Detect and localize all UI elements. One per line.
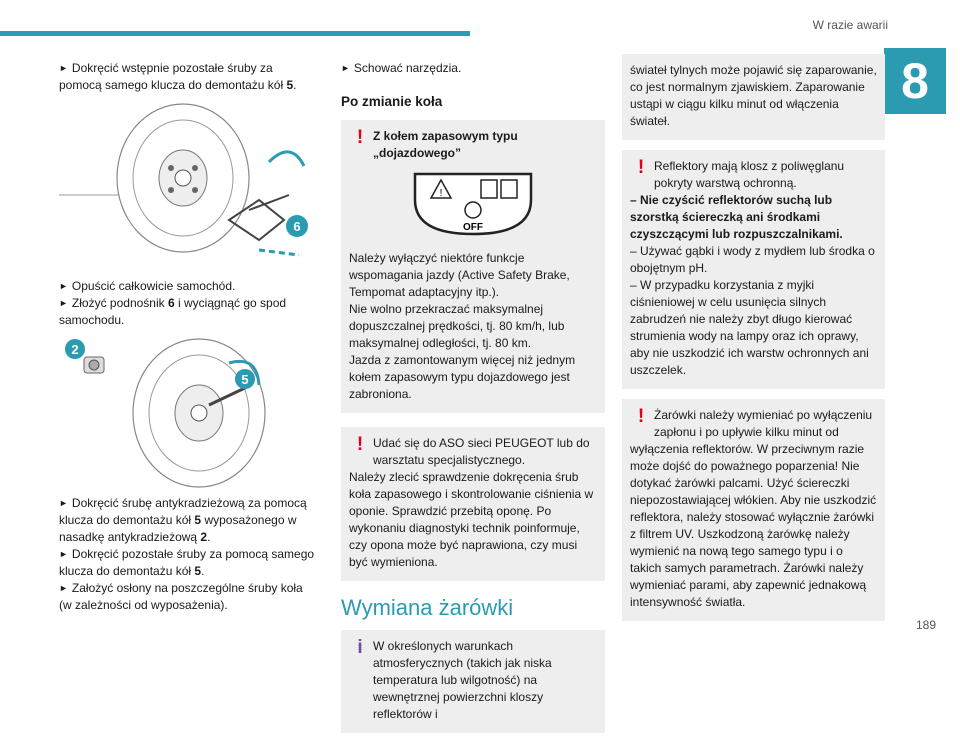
chapter-number: 8 xyxy=(884,48,946,114)
warning-text: Należy zlecić sprawdzenie dokręcenia śrub koła zapasowego i skontrolowanie ciśnienia w oponie. Sprawdzić przebitą oponę. Po wykonaniu diagnostyki technik poinformuje, czy opona może być naprawiona, czy musi być wymieniona. xyxy=(349,470,594,569)
warning-text: – Używać gąbki i wody z mydłem lub środka o obojętnym pH. xyxy=(630,244,875,275)
list-item: ► Dokręcić śrubę antykradzieżową za pomocą klucza do demontażu kół 5 wyposażonego w nasadkę antykradzieżową 2. xyxy=(59,496,307,544)
svg-text:!: ! xyxy=(439,188,443,199)
info-text: W określonych warunkach atmosferycznych (takich jak niska temperatura lub wilgotność) na wewnętrznej powierzchni kloszy reflektorów i xyxy=(373,639,552,721)
callout-5: 5 xyxy=(241,372,249,387)
bullet-arrow-icon: ► xyxy=(59,63,68,73)
off-label: OFF xyxy=(463,222,483,233)
exclamation-icon: ! xyxy=(356,434,364,455)
exclamation-icon: ! xyxy=(356,127,364,148)
column-1 xyxy=(59,60,317,614)
warning-text: Reflektory mają klosz z poliwęglanu pokryty warstwą ochronną. xyxy=(654,159,845,190)
warning-box xyxy=(341,120,605,413)
list-item: ► Założyć osłony na poszczególne śruby koła (w zależności od wyposażenia). xyxy=(59,581,303,612)
bullet-arrow-icon: ► xyxy=(59,298,68,308)
info-box xyxy=(341,630,605,733)
bullet-arrow-icon: ► xyxy=(59,583,68,593)
warning-text: Udać się do ASO sieci PEUGEOT lub do warsztatu specjalistycznego. xyxy=(373,436,590,467)
bullet-arrow-icon: ► xyxy=(341,63,350,73)
page-number: 189 xyxy=(915,618,936,632)
info-box-continued xyxy=(622,54,885,140)
wheel-lock-illustration xyxy=(59,335,317,485)
exclamation-icon: ! xyxy=(637,157,645,178)
bullet-arrow-icon: ► xyxy=(59,498,68,508)
warning-text: Jazda z zamontowanym więcej niż jednym kołem zapasowym typu dojazdowego jest zabroniona. xyxy=(349,353,576,401)
warning-text: – W przypadku korzystania z myjki ciśnieniowej w celu usunięcia silnych zabrudzeń nie należy zbyt długo kierować strumienia wody na lampy oraz ich oprawy, aby nie uszkodzić ich warstw ochronnych ani uszczelek. xyxy=(630,278,869,377)
warning-box xyxy=(622,399,885,621)
info-icon: i xyxy=(357,637,363,658)
warning-text: Nie wolno przekraczać maksymalnej dopuszczalnej prędkości, tj. 80 km/h, lub maksymalnej odległości, tj. 80 km. xyxy=(349,302,565,350)
header-accent-bar xyxy=(0,31,470,36)
warning-box xyxy=(341,427,605,581)
list-item: ► Dokręcić pozostałe śruby za pomocą samego klucza do demontażu kół 5. xyxy=(59,547,315,578)
warning-text: Należy wyłączyć niektóre funkcje wspomagania jazdy (Active Safety Brake, Tempomat adaptacyjny itp.). xyxy=(349,251,570,299)
off-switch-icon xyxy=(411,170,535,238)
list-item: ► Złożyć podnośnik 6 i wyciągnąć go spod samochodu. xyxy=(59,296,287,327)
column-3 xyxy=(622,54,885,629)
column-2 xyxy=(341,60,605,741)
section-title: W razie awarii xyxy=(812,18,888,32)
bullet-arrow-icon: ► xyxy=(59,281,68,291)
wheel-jack-illustration xyxy=(59,100,317,268)
paragraph: ► Dokręcić wstępnie pozostałe śruby za pomocą samego klucza do demontażu kół 5. xyxy=(59,61,297,92)
warning-text: wyłączenia reflektorów. W przeciwnym razie może dojść do poważnego poparzenia! Nie dotykać żarówki palcami. Użyć ściereczki niepozostawiającej włókien. Aby nie uszkodzić reflektora, należy stosować wyłącznie żarówki z filtrem UV. Uszkodzoną żarówkę należy wymienić na nową tego samego typu i o takich samych parametrach. Żarówki należy wymieniać parami, aby zapewnić jednakową intensywność światła. xyxy=(630,442,877,609)
info-text: świateł tylnych może pojawić się zaparowanie, co jest normalnym zjawiskiem. Zaparowanie ustąpi w ciągu kilku minut od włączenia świateł. xyxy=(630,63,877,128)
warning-title: Z kołem zapasowym typu „dojazdowego” xyxy=(373,129,518,160)
warning-text: Żarówki należy wymieniać po wyłączeniu zapłonu i po upływie kilku minut od xyxy=(654,408,873,439)
warning-text-bold: – Nie czyścić reflektorów suchą lub szorstką ściereczką ani środkami czyszczącymi lub rozpuszczalnikami. xyxy=(630,193,843,241)
bullet-arrow-icon: ► xyxy=(59,549,68,559)
exclamation-icon: ! xyxy=(637,406,645,427)
warning-box xyxy=(622,150,885,389)
list-item: ► Opuścić całkowicie samochód. xyxy=(59,279,236,293)
list-item: ► Schować narzędzia. xyxy=(341,61,462,75)
section-heading-large: Wymiana żarówki xyxy=(341,595,514,620)
callout-2: 2 xyxy=(71,342,79,357)
section-heading: Po zmianie koła xyxy=(341,94,443,109)
callout-6: 6 xyxy=(293,219,301,234)
